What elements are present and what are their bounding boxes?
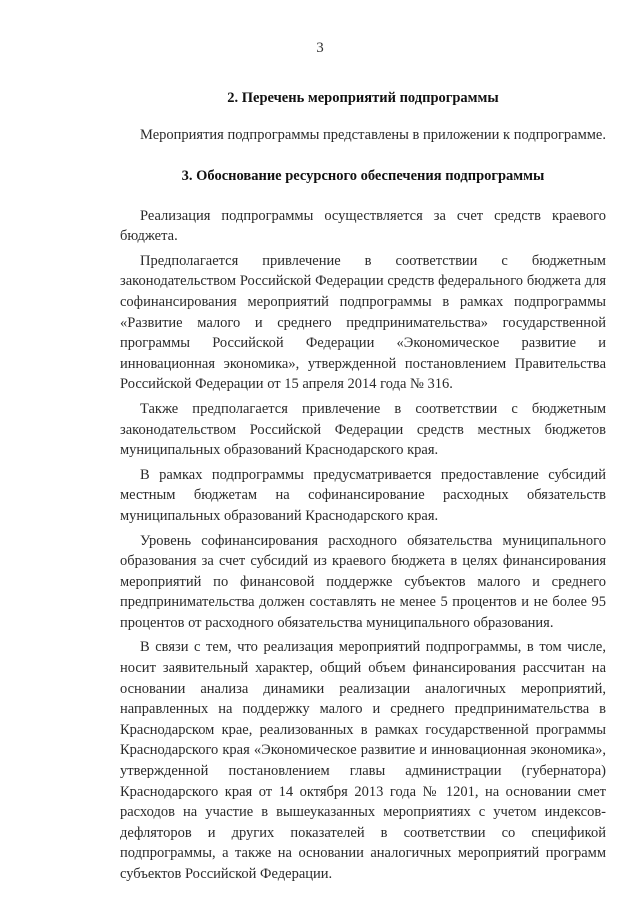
section-3-paragraph-4: В рамках подпрограммы предусматривается предоставление субсидий местным бюджетам на софинансирование расходных обязательств муниципальных образований Краснодарского края. (120, 466, 606, 524)
section-3-paragraph-3: Также предполагается привлечение в соответствии с бюджетным законодательством Российской Федерации средств местных бюджетов муниципальных образований Краснодарского края. (120, 400, 606, 459)
page-number: 3 (316, 40, 324, 56)
section-2-paragraph: Мероприятия подпрограммы представлены в приложении к подпрограмме. (140, 127, 606, 143)
section-3-paragraph-5: Уровень софинансирования расходного обязательства муниципального образования за счет субсидий из краевого бюджета в целях финансирования мероприятий по финансовой поддержке субъектов малого и среднего предпринимательства должен составлять не менее 5 процентов и не более 95 процентов от расходного обязательства муниципального образования. (120, 532, 606, 631)
section-3-paragraph-6: В связи с тем, что реализация мероприятий подпрограммы, в том числе, носит заявительный характер, общий объем финансирования рассчитан на основании анализа динамики реализации аналогичных мероприятий, направленных на поддержку малого и среднего предпринимательства в Краснодарском крае, реализованных в рамках государственной программы Краснодарского края «Экономическое развитие и инновационная экономика», утвержденной постановлением главы администрации (губернатора) Краснодарского края от 14 октября 2013 года № 1201, на основании смет расходов на участие в вышеуказанных мероприятиях с учетом индексов-дефляторов и других показателей в соответствии со спецификой подпрограммы, а также на основании аналогичных мероприятий программ субъектов Российской Федерации. (120, 639, 606, 882)
section-3-paragraph-1: Реализация подпрограммы осуществляется за счет средств краевого бюджета. (120, 207, 606, 245)
section-3-heading: 3. Обоснование ресурсного обеспечения подпрограммы (181, 167, 545, 184)
section-2-heading: 2. Перечень мероприятий подпрограммы (227, 90, 499, 106)
section-3-paragraph-2: Предполагается привлечение в соответствии с бюджетным законодательством Российской Федерации средств федерального бюджета для софинансирования мероприятий подпрограммы в рамках подпрограммы «Развитие малого и среднего предпринимательства» государственной программы Российской Федерации «Экономическое развитие и инновационная экономика», утвержденной постановлением Правительства Российской Федерации от 15 апреля 2014 года № 316. (120, 252, 606, 393)
document-body (120, 90, 606, 885)
